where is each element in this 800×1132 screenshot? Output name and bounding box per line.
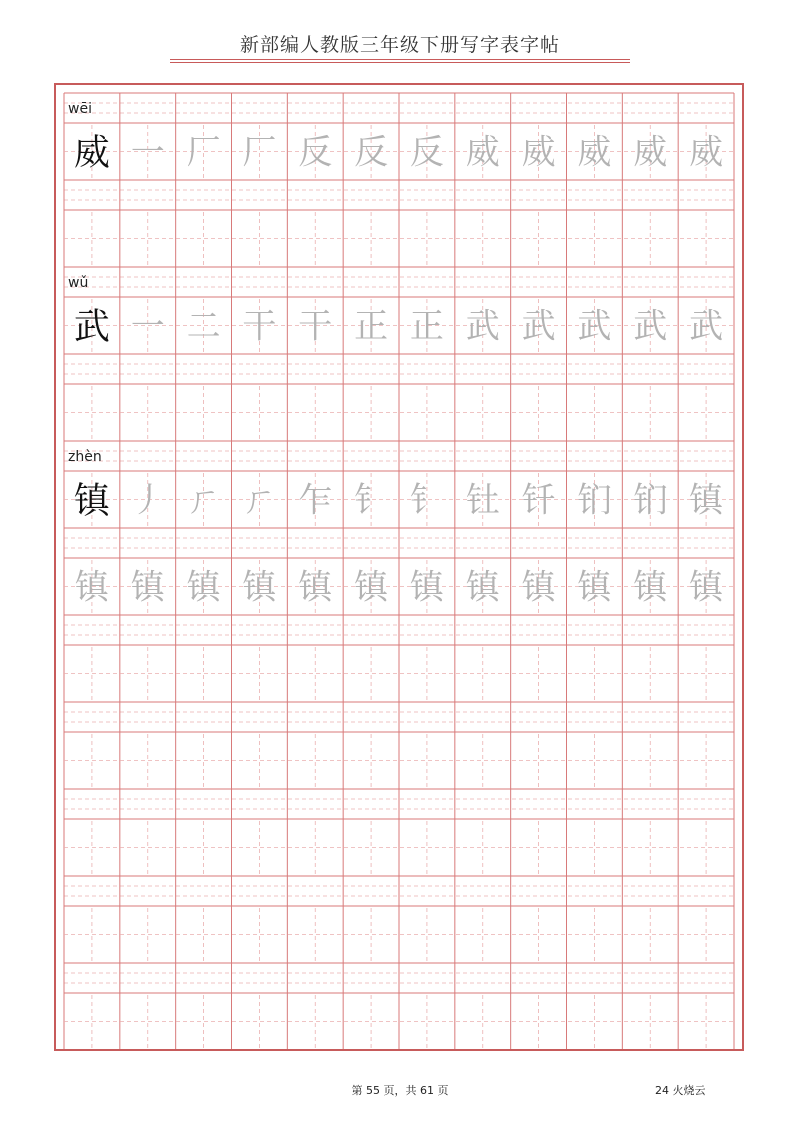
writing-grid: [56, 85, 742, 1049]
trace-character: 威: [465, 132, 500, 173]
trace-character: 武: [577, 306, 612, 347]
pinyin-label: zhèn: [68, 449, 102, 465]
trace-character: 武: [521, 306, 556, 347]
trace-character: 镇: [521, 567, 556, 608]
trace-character: 威: [577, 132, 612, 173]
trace-character: 镇: [298, 567, 333, 608]
practice-frame: [54, 83, 744, 1051]
trace-character: 干: [298, 306, 333, 347]
trace-character: ㄏ: [242, 480, 277, 521]
trace-character: 钅: [409, 480, 444, 521]
trace-character: 厂: [186, 132, 221, 173]
trace-character: 乍: [298, 480, 333, 521]
title-underline: [170, 59, 630, 60]
pinyin-label: wǔ: [68, 275, 89, 291]
trace-character: 镇: [689, 480, 724, 521]
trace-character: 钅: [354, 480, 389, 521]
trace-character: ㄏ: [186, 480, 221, 521]
trace-character: 镇: [633, 567, 668, 608]
trace-character: 武: [689, 306, 724, 347]
trace-character: 威: [689, 132, 724, 173]
page-title: 新部编人教版三年级下册写字表字帖: [239, 34, 560, 56]
trace-character: 干: [242, 306, 277, 347]
trace-character: 正: [409, 306, 444, 347]
trace-character: 一: [130, 132, 165, 173]
trace-character: 钔: [577, 480, 612, 521]
trace-character: 镇: [465, 567, 500, 608]
trace-character: 钎: [521, 480, 556, 521]
trace-character: 钔: [633, 480, 668, 521]
trace-character: 威: [521, 132, 556, 173]
trace-character: 钍: [465, 480, 500, 521]
trace-character: 反: [409, 132, 444, 173]
trace-character: 反: [298, 132, 333, 173]
model-character: 威: [73, 132, 110, 174]
page-number: 第 55 页，共 61 页: [351, 1084, 449, 1097]
trace-character: 一: [130, 306, 165, 347]
trace-character: 镇: [130, 567, 165, 608]
trace-character: 镇: [409, 567, 444, 608]
brand-label: 24 火烧云: [655, 1084, 706, 1097]
trace-character: 武: [633, 306, 668, 347]
trace-character: 丿: [130, 480, 165, 521]
trace-character: 武: [465, 306, 500, 347]
title-underline-secondary: [170, 62, 630, 63]
trace-character: 镇: [74, 567, 109, 608]
trace-character: 厂: [242, 132, 277, 173]
trace-character: 二: [186, 306, 221, 347]
model-character: 镇: [73, 480, 110, 522]
trace-character: 镇: [354, 567, 389, 608]
trace-character: 威: [633, 132, 668, 173]
trace-character: 镇: [242, 567, 277, 608]
trace-character: 反: [354, 132, 389, 173]
pinyin-label: wēi: [68, 101, 92, 117]
model-character: 武: [73, 306, 110, 348]
trace-character: 镇: [577, 567, 612, 608]
trace-character: 镇: [186, 567, 221, 608]
trace-character: 正: [354, 306, 389, 347]
trace-character: 镇: [689, 567, 724, 608]
